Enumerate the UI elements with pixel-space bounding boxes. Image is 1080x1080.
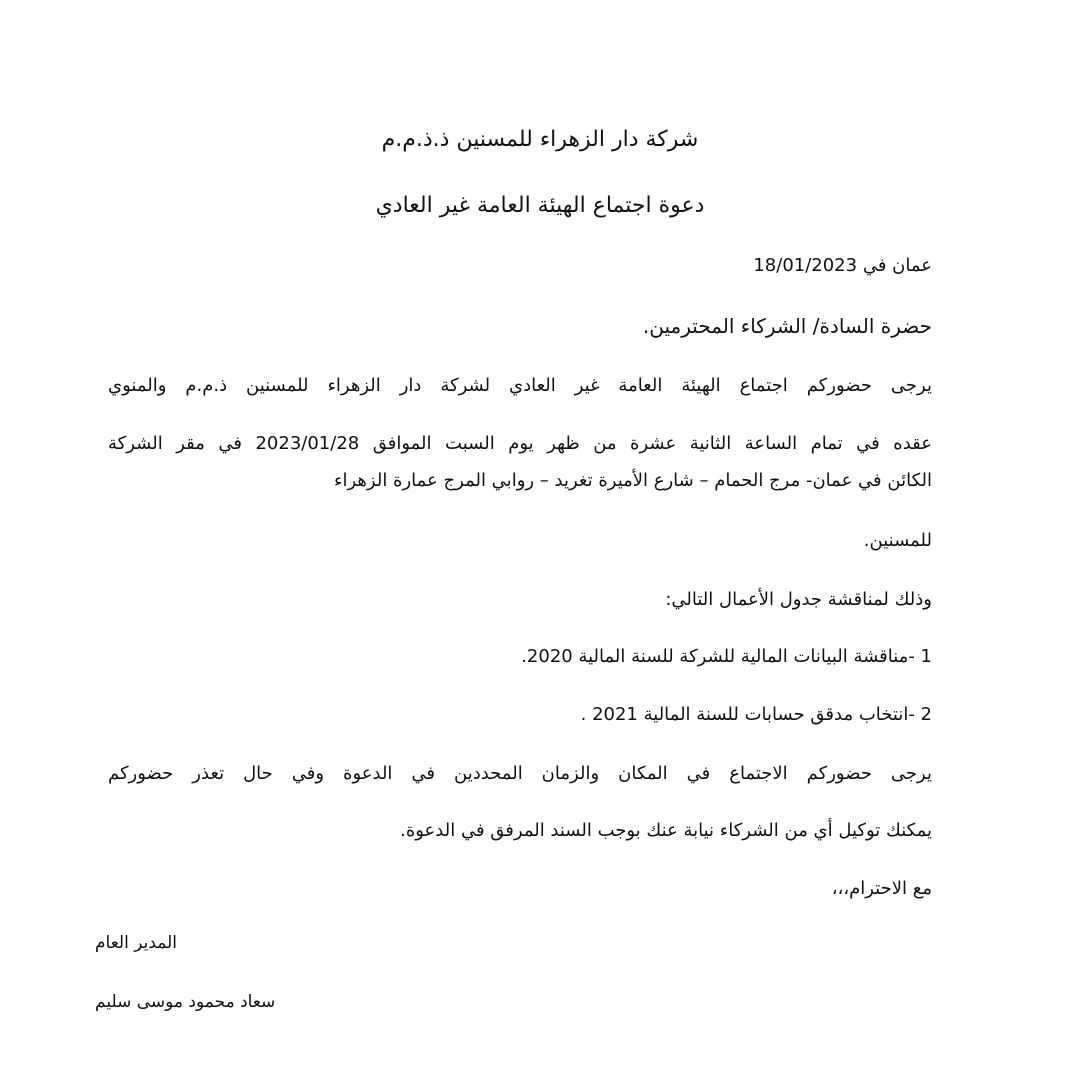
paragraph1-line4: للمسنين. [863, 530, 932, 551]
paragraph2-line2: يمكنك توكيل أي من الشركاء نيابة عنك بوجب السند المرفق في الدعوة. [400, 820, 932, 841]
agenda-intro: وذلك لمناقشة جدول الأعمال التالي: [665, 589, 932, 610]
signatory-name: سعاد محمود موسى سليم [95, 992, 276, 1012]
paragraph1-line2: عقده في تمام الساعة الثانية عشرة من ظهر يوم السبت الموافق 2023/01/28 في مقر الشركة [108, 433, 932, 454]
paragraph2-line1: يرجى حضوركم الاجتماع في المكان والزمان المحددين في الدعوة وفي حال تعذر حضوركم [108, 763, 932, 784]
closing-line: مع الاحترام،،، [831, 878, 932, 899]
paragraph1-line3: الكائن في عمان- مرج الحمام – شارع الأميرة تغريد – روابي المرج عمارة الزهراء [334, 470, 932, 491]
signatory-title: المدير العام [95, 933, 177, 953]
paragraph1-line1: يرجى حضوركم اجتماع الهيئة العامة غير العادي لشركة دار الزهراء للمسنين ذ.م.م والمنوي [108, 375, 932, 396]
salutation: حضرة السادة/ الشركاء المحترمين. [642, 314, 932, 338]
agenda-item: 2 -انتخاب مدقق حسابات للسنة المالية 2021 . [580, 704, 932, 725]
invitation-heading: دعوة اجتماع الهيئة العامة غير العادي [375, 193, 705, 218]
agenda-item: 1 -مناقشة البيانات المالية للشركة للسنة المالية 2020. [521, 646, 932, 667]
date-line: عمان في 18/01/2023 [753, 255, 932, 276]
company-name: شركة دار الزهراء للمسنين ذ.ذ.م.م [381, 127, 699, 152]
